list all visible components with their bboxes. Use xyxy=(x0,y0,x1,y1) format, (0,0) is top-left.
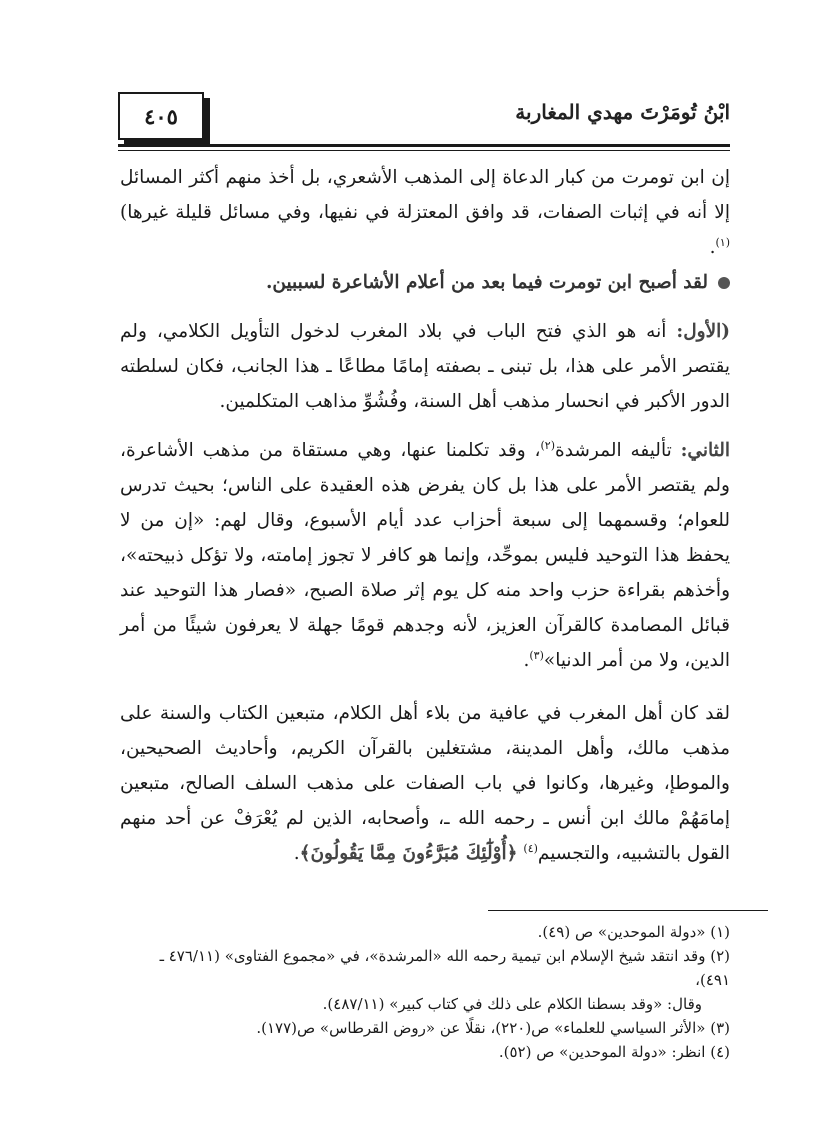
footnote-ref-2: (٢) xyxy=(540,438,556,452)
footnote-ref-1: (١) xyxy=(715,235,730,249)
footnote-ref-4: (٤) xyxy=(523,841,538,855)
footnote-rule xyxy=(488,910,768,911)
second-end: . xyxy=(523,650,530,671)
page-number: ٤٠٥ xyxy=(144,103,178,129)
running-title: ابْنُ تُومَرْتَ مهدي المغاربة xyxy=(515,100,730,124)
first-term: (الأول: xyxy=(676,321,731,342)
intro-line-2: إلا أنه في إثبات الصفات، قد وافق المعتزلة في نفيها، وفي مسائل قليلة غيرها) xyxy=(120,202,730,223)
second-term: الثاني: xyxy=(680,440,730,461)
header-rule-thin xyxy=(118,150,730,151)
third-paragraph xyxy=(120,696,730,871)
bullet-heading xyxy=(120,265,730,300)
page-header xyxy=(118,92,730,148)
footnote-ref-3: (٣) xyxy=(529,648,544,662)
second-reason-paragraph xyxy=(120,433,730,678)
intro-end: . xyxy=(709,237,716,258)
second-text-b: ، وقد تكلمنا عنها، وهي مستقاة من مذهب الأشاعرة، ولم يقتصر الأمر على هذا بل كان يفرض هذه العقيدة على الناس؛ بحيث تدرس للعوام؛ وقسمهما إلى سبعة أحزاب عدد أيام الأسبوع، وقال لهم: «إن من لا يحفظ هذا التوحيد فليس بموحِّد، وإنما هو كافر لا تجوز إمامته، ولا تؤكل ذبيحته»، وأخذهم بقراءة حزب واحد منه كل يوم إثر صلاة الصبح، «فصار هذا التوحيد عند قبائل المصامدة كالقرآن العزيز، لأنه وجدهم قومًا جهلة لا يعرفون شيئًا من أمر الدين، ولا من أمر الدنيا» xyxy=(120,440,730,671)
intro-line-1: إن ابن تومرت من كبار الدعاة إلى المذهب الأشعري، بل أخذ منهم أكثر المسائل xyxy=(120,167,730,188)
bullet-icon xyxy=(718,277,730,289)
footnote-2-continued: وقال: «وقد بسطنا الكلام على ذلك في كتاب كبير» (٤٨٧/١١). xyxy=(322,995,702,1013)
third-text: لقد كان أهل المغرب في عافية من بلاء أهل الكلام، متبعين الكتاب والسنة على مذهب مالك، وأهل المدينة، مشتغلين بالقرآن الكريم، وأحاديث الصحيحين، والموطإ، وغيرها، وكانوا في باب الصفات على مذهب السلف الصالح، متبعين إمامَهُمْ مالك ابن أنس ـ رحمه الله ـ، وأصحابه، الذين لم يُعْرَفْ عن أحد منهم القول بالتشبيه، والتجسيم xyxy=(120,703,730,864)
bullet-heading-text: لقد أصبح ابن تومرت فيما بعد من أعلام الأشاعرة لسببين. xyxy=(265,272,708,293)
footnote-3: (٣) «الأثر السياسي للعلماء» ص(٢٢٠)، نقلًا عن «روض القرطاس» ص(١٧٧). xyxy=(256,1019,730,1037)
third-end: . xyxy=(293,843,300,864)
first-text: أنه هو الذي فتح الباب في بلاد المغرب لدخول التأويل الكلامي، ولم يقتصر الأمر على هذا، بل تبنى ـ بصفته إمامًا مطاعًا ـ هذا الجانب، فكان لسلطته الدور الأكبر في انحسار مذهب أهل السنة، وفُشُوِّ مذاهب المتكلمين. xyxy=(120,321,730,412)
footnote-1: (١) «دولة الموحدين» ص (٤٩). xyxy=(537,923,730,941)
page-number-box xyxy=(118,92,204,140)
first-reason-paragraph xyxy=(120,314,730,419)
footnote-2: (٢) وقد انتقد شيخ الإسلام ابن تيمية رحمه الله «المرشدة»، في «مجموع الفتاوى» (٤٧٦/١١ ـ ٤٩١)، xyxy=(159,947,730,989)
quranic-verse: ﴿أُوْلَٰٓئِكَ مُبَرَّءُونَ مِمَّا يَقُولُونَ﴾ xyxy=(299,843,518,864)
header-rule-thick xyxy=(118,144,730,147)
intro-paragraph xyxy=(120,160,730,265)
footnote-4: (٤) انظر: «دولة الموحدين» ص (٥٢). xyxy=(498,1043,730,1061)
second-text-a: تأليفه المرشدة xyxy=(555,440,672,461)
body-text xyxy=(120,160,730,871)
footnotes xyxy=(120,920,730,1064)
